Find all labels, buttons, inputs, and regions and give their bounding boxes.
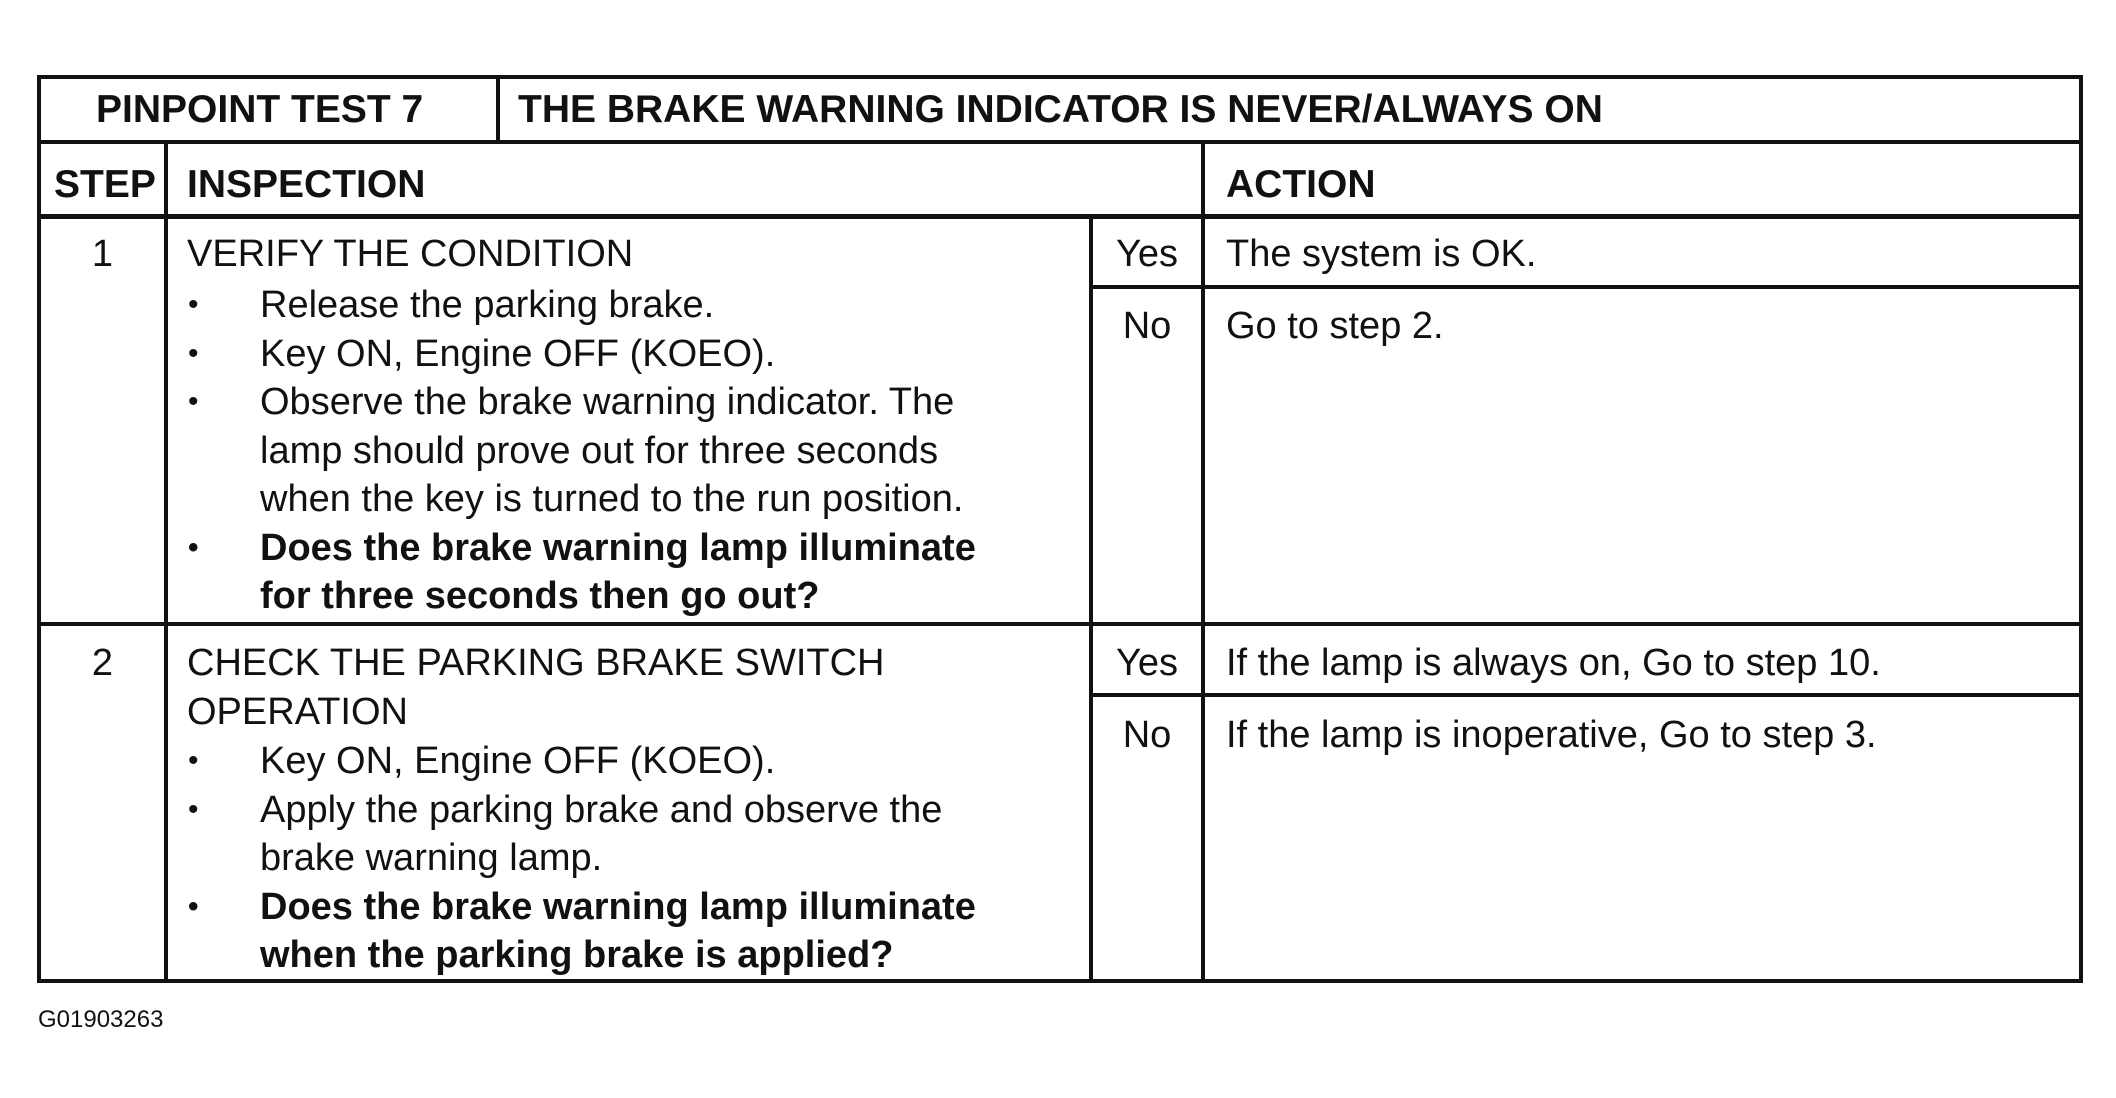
inspection-bullet: • Apply the parking brake and observe the brake warning lamp. [168, 786, 1088, 883]
test-title: THE BRAKE WARNING INDICATOR IS NEVER/ALWAYS ON [518, 88, 1603, 131]
inspection-list [168, 281, 1088, 621]
step-title: CHECK THE PARKING BRAKE SWITCH OPERATION [187, 642, 885, 733]
no-label: No [1122, 714, 1172, 756]
inspection-bullet: • Observe the brake warning indicator. The lamp should prove out for three seconds when the key is turned to the run position. [168, 378, 1088, 524]
figure-code: G01903263 [38, 1006, 164, 1033]
yes-label: Yes [1116, 642, 1178, 684]
yes-action: The system is OK. [1226, 233, 1537, 275]
divider [1201, 142, 1205, 983]
divider [37, 140, 2083, 144]
inspection-question: • Does the brake warning lamp illuminate for three seconds then go out? [168, 524, 1088, 621]
step-number: 1 [91, 233, 114, 275]
divider [496, 75, 500, 142]
divider [37, 622, 2083, 626]
no-action: Go to step 2. [1226, 305, 1444, 347]
column-header-step: STEP [54, 163, 156, 206]
inspection-question: • Does the brake warning lamp illuminate when the parking brake is applied? [168, 883, 1088, 980]
yes-label: Yes [1116, 233, 1178, 275]
no-label: No [1122, 305, 1172, 347]
column-header-action: ACTION [1226, 163, 1376, 206]
test-number-label: PINPOINT TEST 7 [96, 88, 424, 131]
yes-action: If the lamp is always on, Go to step 10. [1226, 642, 1881, 684]
inspection-bullet: • Release the parking brake. [168, 281, 1088, 330]
divider [37, 214, 2083, 219]
divider [1089, 693, 2083, 697]
inspection-bullet: • Key ON, Engine OFF (KOEO). [168, 330, 1088, 379]
step-title: VERIFY THE CONDITION [187, 233, 634, 275]
no-action: If the lamp is inoperative, Go to step 3. [1226, 714, 1877, 756]
column-header-inspection: INSPECTION [187, 163, 426, 206]
inspection-bullet: • Key ON, Engine OFF (KOEO). [168, 737, 1088, 786]
step-number: 2 [91, 642, 114, 684]
divider [1089, 285, 2083, 289]
inspection-list [168, 737, 1088, 980]
